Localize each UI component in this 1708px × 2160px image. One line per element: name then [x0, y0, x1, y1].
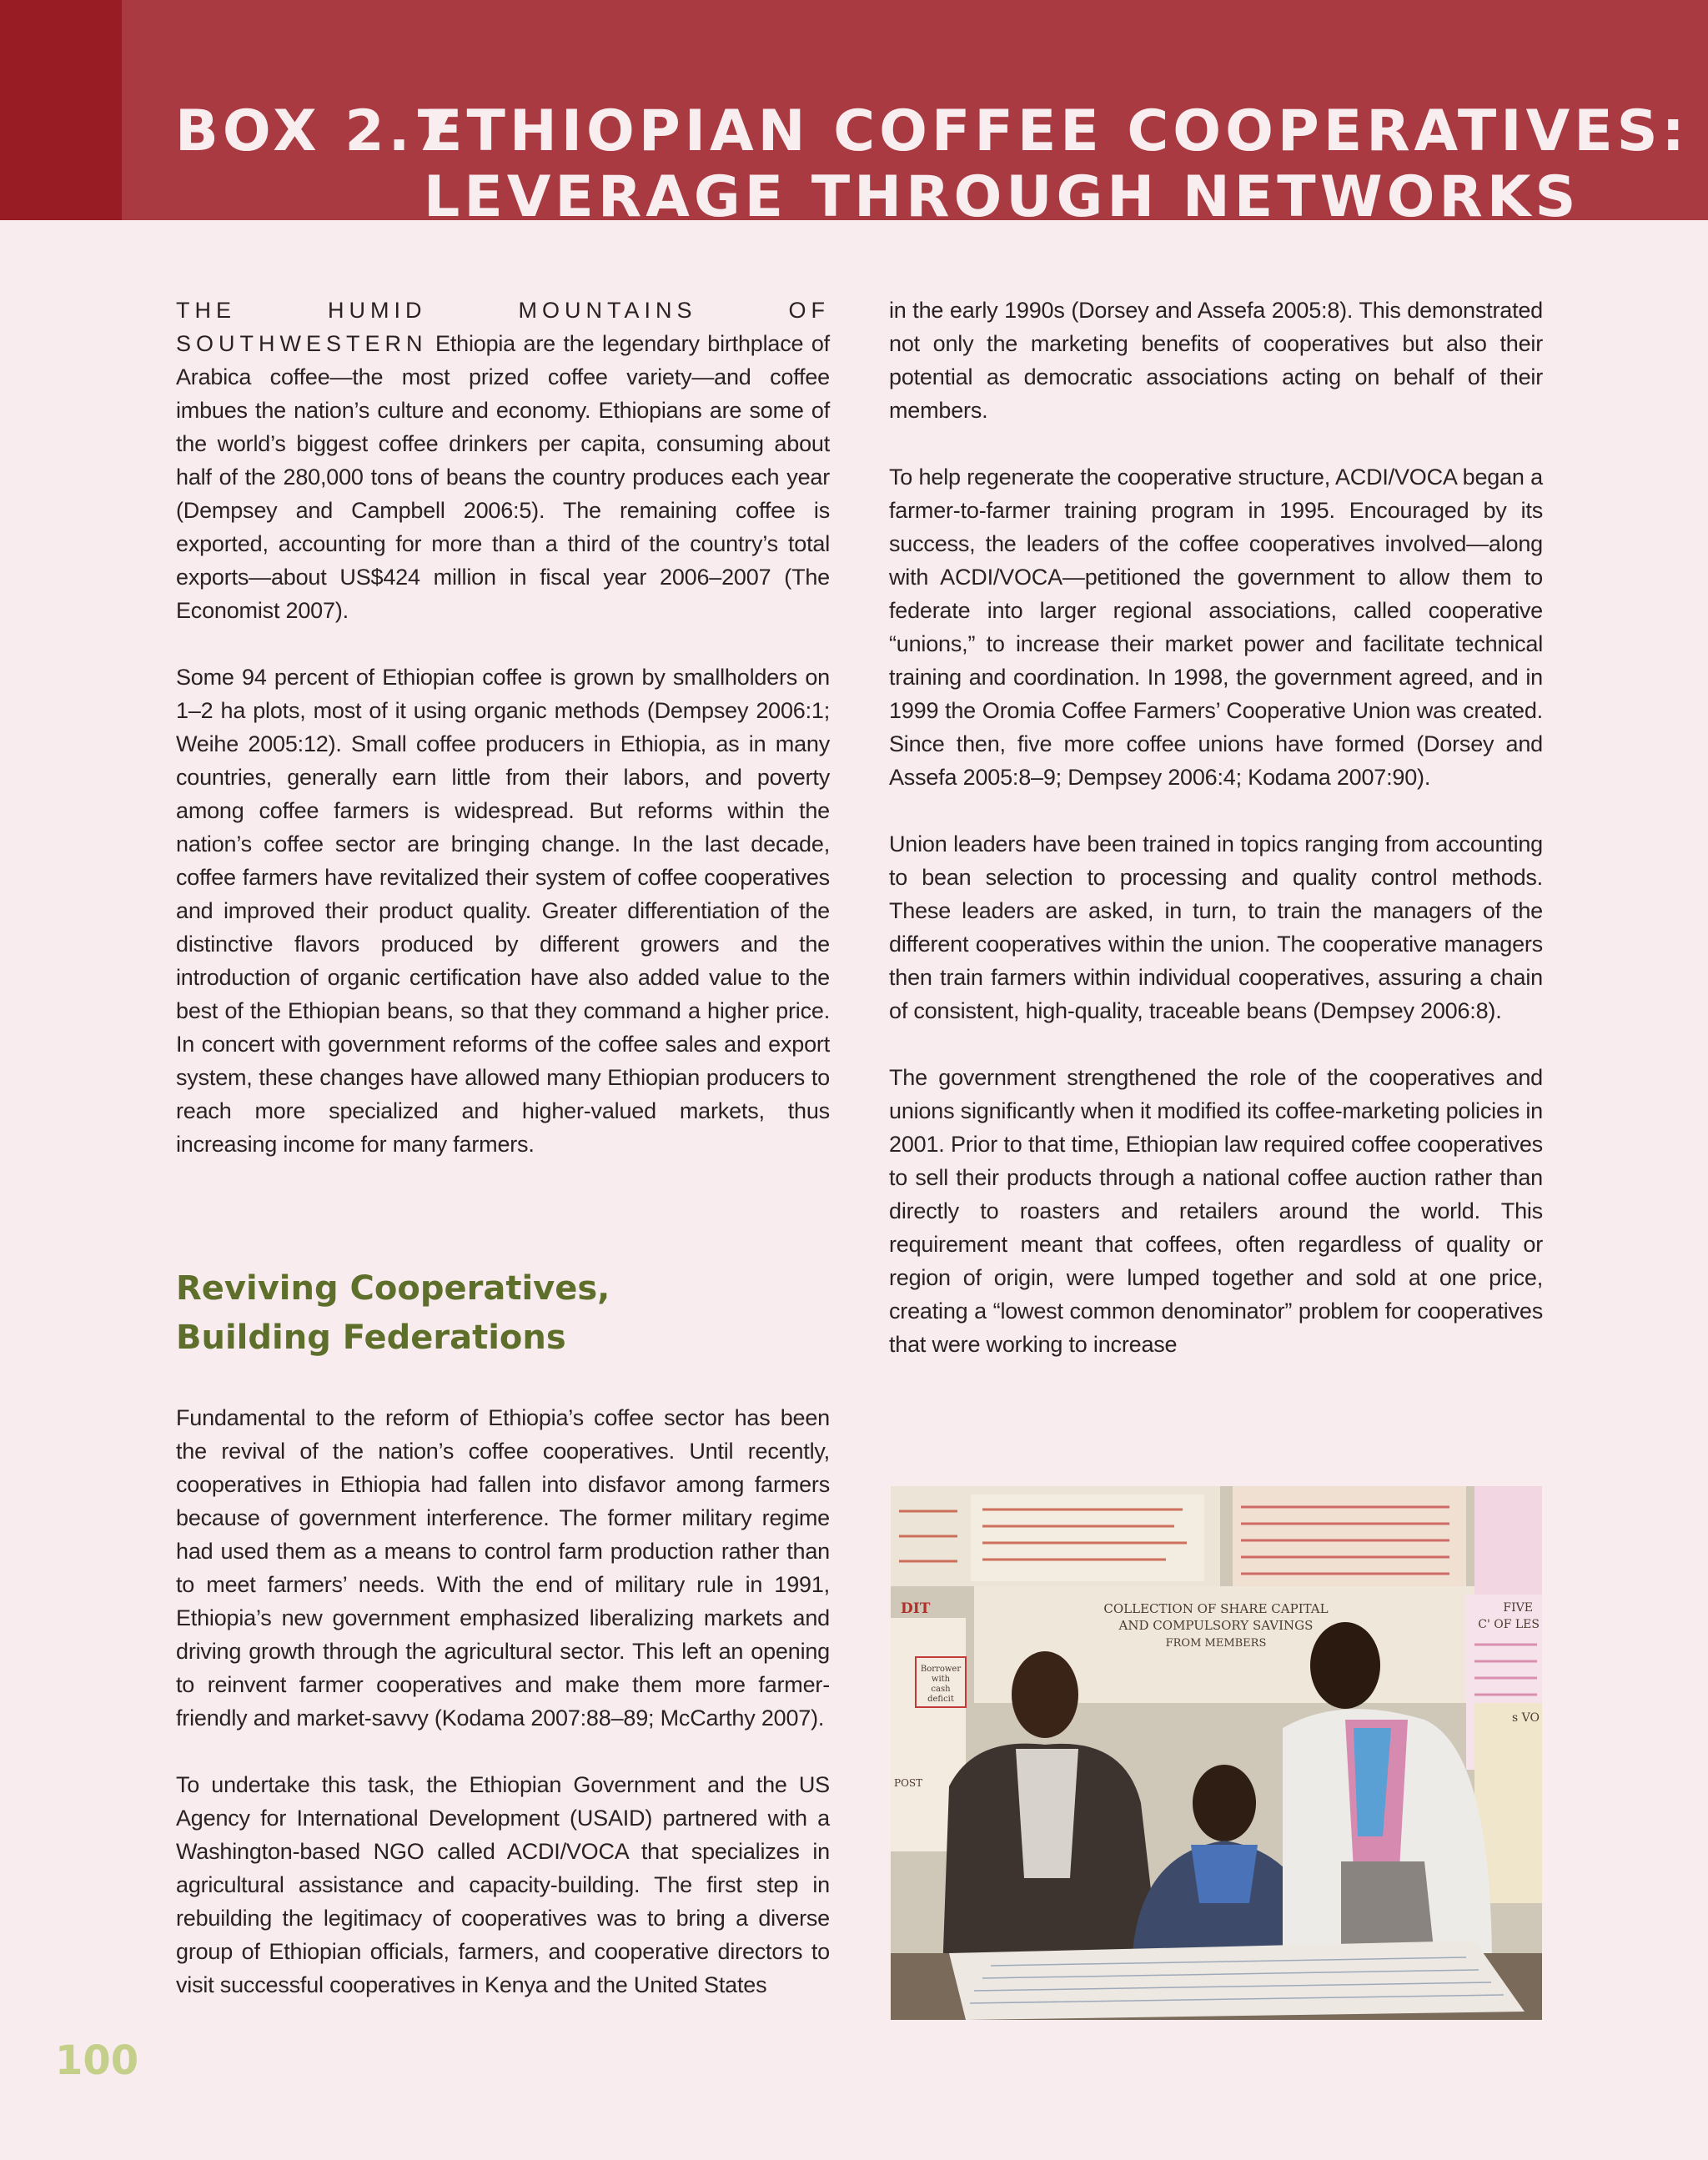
poster-heading-1: COLLECTION OF SHARE CAPITAL	[1103, 1601, 1329, 1616]
section-subheading	[176, 1264, 830, 1363]
intro-lead-in: THE HUMID MOUNTAINS OF SOUTHWESTERN	[176, 298, 830, 356]
corner-label: POST	[894, 1777, 923, 1789]
poster-heading-3: FROM MEMBERS	[1165, 1637, 1267, 1650]
box-label-3: cash	[931, 1685, 951, 1694]
cooperative-members-photo	[891, 1486, 1542, 2020]
intro-paragraph-body: Ethiopia are the legendary birthplace of Arabica coffee—the most prized coffee variety—and coffee imbues the nation’s culture and economy. Ethiopians are some of the world’s biggest coffee drinkers per capita, consuming about half of the 280,000 tons of beans the country produces each year (Dempsey and Campbell 2006:5). The remaining coffee is exported, accounting for more than a third of the country’s total exports—about US$424 million in fiscal year 2006–2007 (The Economist 2007).	[176, 331, 830, 623]
box-label-1: Borrower	[920, 1665, 962, 1674]
photo-illustration	[891, 1486, 1542, 2020]
intro-paragraph	[176, 294, 830, 627]
side-label-1: FIVE	[1503, 1601, 1533, 1615]
box-label: BOX 2.7	[175, 98, 458, 164]
box-title-line-1: ETHIOPIAN COFFEE COOPERATIVES:	[424, 98, 1689, 164]
subheading-line-1: Reviving Cooperatives,	[176, 1269, 610, 1308]
side-label-2: C' OF LES	[1478, 1618, 1540, 1631]
box-title-line-2: LEVERAGE THROUGH NETWORKS	[424, 164, 1580, 220]
body-paragraph: Union leaders have been trained in topics ranging from accounting to bean selection to processing and quality control methods. These leaders are asked, in turn, to train the managers of the different cooperatives within the union. The cooperative managers then train farmers within individual cooperatives, assuring a chain of consistent, high-quality, traceable beans (Dempsey 2006:8).	[889, 831, 1543, 1023]
body-paragraph: To help regenerate the cooperative structure, ACDI/VOCA began a farmer-to-farmer training program in 1995. Encouraged by its success, the leaders of the coffee cooperatives involved—along with ACDI/VOCA—petitioned the government to allow them to federate into larger regional associations, called cooperative “unions,” to increase their market power and facilitate technical training and coordination. In 1998, the government agreed, and in 1999 the Oromia Coffee Farmers’ Cooperative Union was created. Since then, five more coffee unions have formed (Dorsey and Assefa 2005:8–9; Dempsey 2006:4; Kodama 2007:90).	[889, 465, 1543, 790]
header-accent-tab	[0, 0, 122, 220]
body-paragraph: in the early 1990s (Dorsey and Assefa 2005:8). This demonstrated not only the marketing benefits of cooperatives but also their potential as democratic associations acting on behalf of their members.	[889, 298, 1543, 423]
box-header-band	[0, 0, 1708, 220]
right-column	[889, 294, 1543, 1361]
left-column	[176, 294, 830, 1161]
left-column-lower	[176, 1401, 830, 2002]
box-label-2: with	[931, 1675, 951, 1684]
subheading-line-2: Building Federations	[176, 1319, 566, 1357]
body-paragraph: To undertake this task, the Ethiopian Government and the US Agency for International Development (USAID) partnered with a Washington-based NGO called ACDI/VOCA that specializes in agricultural assistance and capacity-building. The first step in rebuilding the legitimacy of cooperatives was to bring a diverse group of Ethiopian officials, farmers, and cooperative directors to visit successful cooperatives in Kenya and the United States	[176, 1772, 830, 1997]
body-paragraph: Some 94 percent of Ethiopian coffee is grown by smallholders on 1–2 ha plots, most of it using organic methods (Dempsey 2006:1; Weihe 2005:12). Small coffee producers in Ethiopia, as in many countries, generally earn little from their labors, and poverty among coffee farmers is widespread. But reforms within the nation’s coffee sector are bringing change. In the last decade, coffee farmers have revitalized their system of coffee cooperatives and improved their product quality. Greater differentiation of the distinctive flavors produced by different growers and the introduction of organic certification have also added value to the best of the Ethiopian beans, so that they command a higher price. In concert with government reforms of the coffee sales and export system, these changes have allowed many Ethiopian producers to reach more specialized and higher-valued markets, thus increasing income for many farmers.	[176, 665, 830, 1157]
poster-left-label: DIT	[901, 1600, 931, 1617]
right-label: s VO	[1512, 1711, 1540, 1725]
box-label-4: deficit	[927, 1695, 954, 1704]
body-paragraph: Fundamental to the reform of Ethiopia’s coffee sector has been the revival of the nation’s coffee cooperatives. Until recently, cooperatives in Ethiopia had fallen into disfavor among farmers because of government interference. The former military regime had used them as a means to control farm production rather than to meet farmers’ needs. With the end of military rule in 1991, Ethiopia’s new government emphasized liberalizing markets and driving growth through the agricultural sector. This left an opening to reinvent farmer cooperatives and make them more farmer-friendly and market-savvy (Kodama 2007:88–89; McCarthy 2007).	[176, 1405, 830, 1731]
page-number: 100	[55, 2037, 139, 2084]
body-paragraph: The government strengthened the role of the cooperatives and unions significantly when it modified its coffee-marketing policies in 2001. Prior to that time, Ethiopian law required coffee cooperatives to sell their products through a national coffee auction rather than directly to roasters and retailers around the world. This requirement meant that coffees, often regardless of quality or region of origin, were lumped together and sold at one price, creating a “lowest common denominator” problem for cooperatives that were working to increase	[889, 1065, 1543, 1357]
poster-heading-2: AND COMPULSORY SAVINGS	[1118, 1618, 1314, 1633]
